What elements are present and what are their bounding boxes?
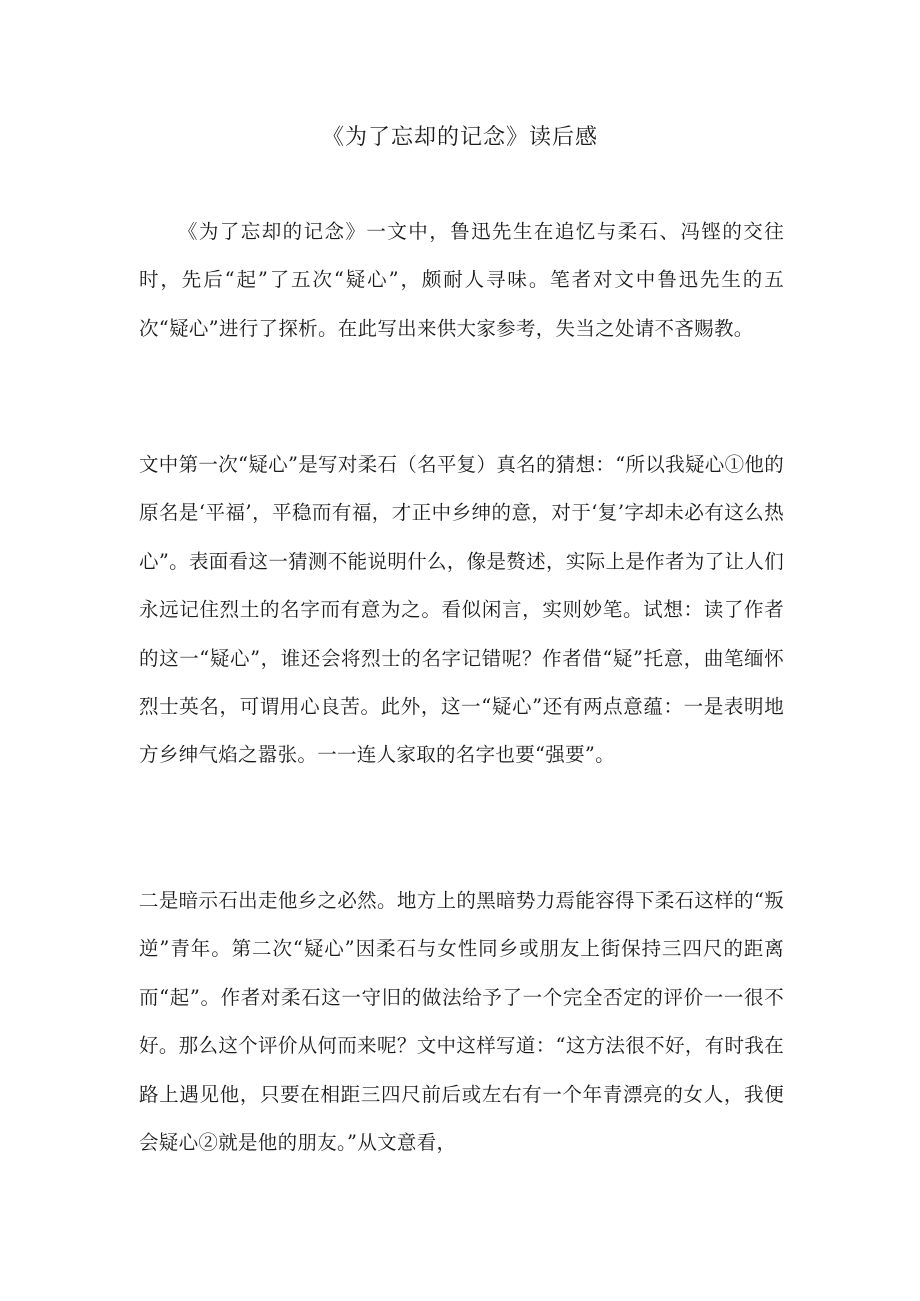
paragraph-first-doubt: 文中第一次“疑心”是写对柔石（名平复）真名的猜想：“所以我疑心①他的原名是‘平福’，平稳而有福，才正中乡绅的意，对于‘复’字却未必有这么热心”。表面看这一猜测不能说明什么，像是赘述，实际上是作者为了让人们永远记住烈土的名字而有意为之。看似闲言，实则妙笔。试想：读了作者的这一“疑心”，谁还会将烈士的名字记错呢？作者借“疑”托意，曲笔缅怀烈士英名，可谓用心良苦。此外，这一“疑心”还有两点意蕴：一是表明地方乡绅气焰之嚣张。一一连人家取的名字也要“强要”。 <box>139 453 784 767</box>
paragraph-intro: 《为了忘却的记念》一文中，鲁迅先生在追忆与柔石、冯铿的交往时，先后“起”了五次“疑心”，颇耐人寻味。笔者对文中鲁迅先生的五次“疑心”进行了探析。在此写出来供大家参考，失当之处请不吝赐教。 <box>139 220 784 340</box>
paragraph-second-doubt: 二是暗示石出走他乡之必然。地方上的黑暗势力焉能容得下柔石这样的“叛逆”青年。第二次“疑心”因柔石与女性同乡或朋友上街保持三四尺的距离而“起”。作者对柔石这一守旧的做法给予了一个完全否定的评价一一很不好。那么这个评价从何而来呢？文中这样写道：“这方法很不好，有时我在路上遇见他，只要在相距三四尺前后或左右有一个年青漂亮的女人，我便会疑心②就是他的朋友。”从文意看， <box>139 889 784 1155</box>
document-title: 《为了忘却的记念》读后感 <box>321 125 598 150</box>
